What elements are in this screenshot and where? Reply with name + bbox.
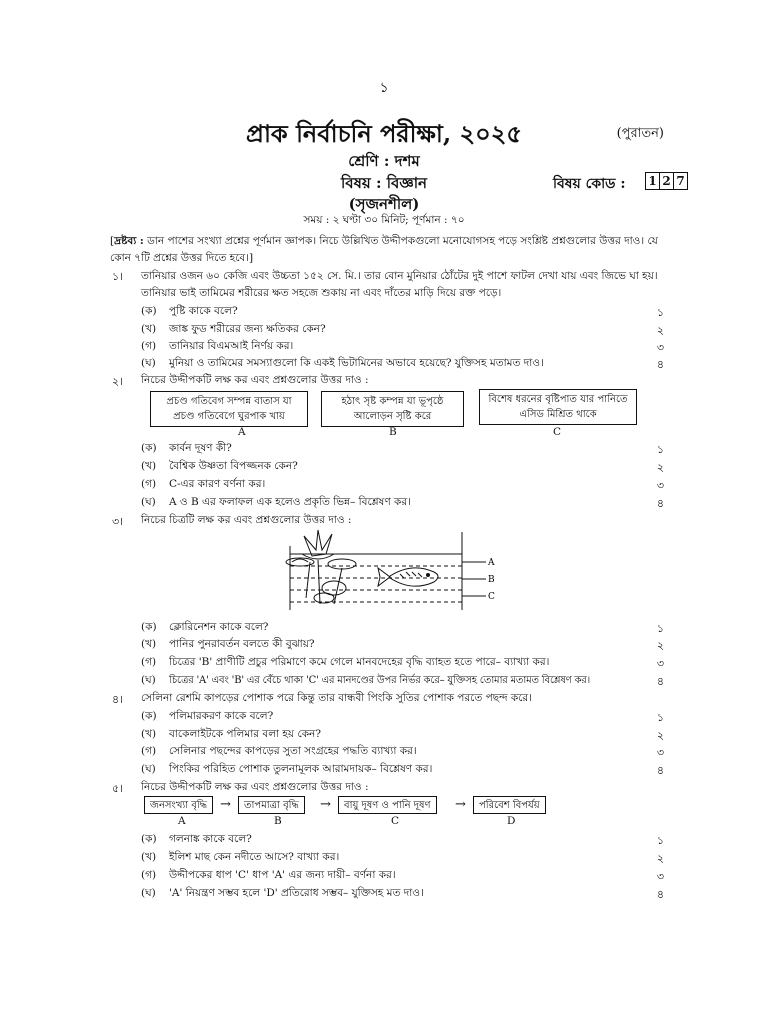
flow-letter-c: C <box>391 815 400 827</box>
question-number: ৫। <box>112 782 124 795</box>
part-mark: ১ <box>656 711 664 724</box>
box-letter-c: C <box>553 426 562 438</box>
figure-label-c: C <box>488 592 495 602</box>
part-label: (খ) <box>141 851 157 863</box>
note-bracket: [ <box>110 235 115 247</box>
flow-box-d: পরিবেশ বিপর্যয় <box>473 796 546 814</box>
subject-line: বিষয় : বিজ্ঞান <box>340 174 428 192</box>
part-label: (গ) <box>141 656 157 668</box>
part-label: (ঘ) <box>141 887 156 899</box>
stimulus-box-b: হঠাৎ সৃষ্ট কম্পন্ন যা ভূপৃষ্ঠে আলোড়ন সৃষ্টি করে <box>321 391 464 427</box>
part-label: (ঘ) <box>141 763 156 775</box>
part-label: (খ) <box>141 323 157 335</box>
part-mark: ৪ <box>656 358 664 371</box>
fish-illustration <box>378 568 438 586</box>
part-text: মুনিয়া ও তামিমের সমস্যাগুলো কি একই ভিটামিনের অভাবে হয়েছে? যুক্তিসহ মতামত দাও। <box>169 357 544 369</box>
part-text: 'A' নিয়ন্ত্রণ সম্ভব হলে 'D' প্রতিরোধ সম্ভব– যুক্তিসহ মত দাও। <box>169 887 424 899</box>
part-text: পলিমারকরণ কাকে বলে? <box>169 710 274 722</box>
box-letter-a: A <box>238 426 246 438</box>
part-text: সেলিনার পছন্দের কাপড়ের সুতা সংগ্রহের পদ্ধতি ব্যাখ্যা কর। <box>169 745 417 757</box>
question-number: ১। <box>112 270 124 283</box>
part-text: বাকেলাইটকে পলিমার বলা হয় কেন? <box>169 728 321 740</box>
version-tag: (পুরাতন) <box>616 126 664 141</box>
code-digit: 7 <box>673 172 688 190</box>
part-mark: ৩ <box>656 341 664 354</box>
part-label: (ক) <box>141 442 157 454</box>
part-mark: ৩ <box>656 870 664 883</box>
part-mark: ৩ <box>656 657 664 670</box>
part-mark: ২ <box>656 461 664 474</box>
part-text: গলনাঙ্ক কাকে বলে? <box>169 833 252 845</box>
part-label: (খ) <box>141 638 157 650</box>
part-mark: ৪ <box>656 497 664 510</box>
figure-label-a: A <box>488 558 495 568</box>
box-letter-b: B <box>389 426 397 438</box>
part-text: উদ্দীপকের ধাপ 'C' ধাপ 'A' এর জন্য দায়ী– বর্ণনা কর। <box>169 869 396 881</box>
part-text: তানিয়ার বিএমআই নির্ণয় কর। <box>169 340 294 352</box>
part-mark: ৪ <box>656 764 664 777</box>
lotus-plant-illustration <box>286 530 356 604</box>
part-mark: ৪ <box>656 888 664 901</box>
part-text: পিংকির পরিহিত পোশাক তুলনামূলক আরামদায়ক– বিশ্লেষণ কর। <box>169 763 433 775</box>
part-label: (গ) <box>141 478 157 490</box>
part-label: (ঘ) <box>141 674 156 686</box>
part-label: (ক) <box>141 621 157 633</box>
part-text: A ও B এর ফলাফল এক হলেও প্রকৃতি ভিন্ন– বিশ্লেষণ কর। <box>169 496 411 508</box>
flow-box-b: তাপমাত্রা বৃদ্ধি <box>238 796 305 814</box>
part-text: পুষ্টি কাকে বলে? <box>169 305 238 317</box>
page-number: ১ <box>379 80 389 96</box>
part-label: (ঘ) <box>141 357 156 369</box>
part-mark: ২ <box>656 852 664 865</box>
question-number: ৩। <box>112 515 124 528</box>
question-number: ৪। <box>112 693 124 706</box>
question-stem: সেলিনা রেশমি কাপড়ের পোশাক পরে কিন্তু তার বান্ধবী পিংকি সুতির পোশাক পরতে পছন্দ করে। <box>141 692 532 704</box>
part-text: ইলিশ মাছ কেন নদীতে আসে? বাখ্যা কর। <box>169 851 340 863</box>
flow-letter-a: A <box>178 815 186 827</box>
question-stem: তানিয়ার ওজন ৬০ কেজি এবং উচ্চতা ১৫২ সে. মি.। তার বোন মুনিয়ার ঠোঁটের দুই পাশে ফাটল দেখা যায় এবং জিভে ঘা হয়। তানিয়ার ভাই তামিমের শরীরের ক্ষত সহজে শুকায় না এবং দাঁতের মাড়ি দিয়ে রক্ত পড়ে। <box>141 270 658 299</box>
flow-box-a: জনসংখ্যা বৃদ্ধি <box>144 796 213 814</box>
flow-arrow: → <box>220 797 231 812</box>
part-label: (ক) <box>141 710 157 722</box>
part-text: চিত্রের 'B' প্রাণীটি প্রচুর পরিমাণে কমে গেলে মানবদেহের বৃদ্ধি ব্যাহত হতে পারে– ব্যাখ্যা কর। <box>169 656 550 668</box>
part-text: ক্লোরিনেশন কাকে বলে? <box>169 621 269 633</box>
part-mark: ৩ <box>656 746 664 759</box>
subject-code-boxes <box>646 172 688 190</box>
question-stem: নিচের উদ্দীপকটি লক্ষ কর এবং প্রশ্নগুলোর উত্তর দাও : <box>141 374 369 386</box>
part-mark: ১ <box>656 834 664 847</box>
part-label: (খ) <box>141 728 157 740</box>
time-and-marks: সময় : ২ ঘণ্টা ৩০ মিনিট; পূর্ণমান : ৭০ <box>303 214 465 226</box>
flow-letter-d: D <box>507 815 516 827</box>
part-text: জাঙ্ক ফুড শরীরের জন্য ক্ষতিকর কেন? <box>169 323 326 335</box>
code-digit: 2 <box>659 172 674 190</box>
exam-type: (সৃজনশীল) <box>348 195 420 213</box>
subject-code-label: বিষয় কোড : <box>553 176 626 192</box>
flow-arrow: → <box>320 797 331 812</box>
part-text: বৈশ্বিক উষ্ণতা বিপজ্জনক কেন? <box>169 460 298 472</box>
flow-box-c: বায়ু দূষণ ও পানি দূষণ <box>338 796 437 814</box>
exam-title: প্রাক নির্বাচনি পরীক্ষা, ২০২৫ <box>246 119 522 148</box>
part-label: (ঘ) <box>141 496 156 508</box>
question-stem: নিচের উদ্দীপকটি লক্ষ কর এবং প্রশ্নগুলোর উত্তর দাও : <box>141 781 369 793</box>
question-stem: নিচের চিত্রটি লক্ষ কর এবং প্রশ্নগুলোর উত্তর দাও : <box>141 514 352 526</box>
pond-figure <box>282 526 502 616</box>
code-digit: 1 <box>645 172 660 190</box>
part-text: C-এর কারণ বর্ণনা কর। <box>169 478 266 490</box>
part-label: (গ) <box>141 340 157 352</box>
flow-arrow: → <box>455 797 466 812</box>
flow-letter-b: B <box>274 815 282 827</box>
instruction-note <box>110 233 670 267</box>
class-line: শ্রেণি : দশম <box>348 152 420 170</box>
question-number: ২। <box>112 375 124 388</box>
part-mark: ১ <box>656 622 664 635</box>
part-mark: ১ <box>656 306 664 319</box>
part-mark: ৪ <box>656 675 664 688</box>
part-mark: ২ <box>656 729 664 742</box>
note-label: দ্রষ্টব্য : <box>114 235 144 247</box>
part-text: পানির পুনরাবর্তন বলতে কী বুঝায়? <box>169 638 315 650</box>
figure-label-b: B <box>488 575 495 585</box>
stimulus-box-a: প্রচণ্ড গতিবেগ সম্পন্ন বাতাস যা প্রচণ্ড গতিবেগে ঘুরপাক খায় <box>150 391 308 427</box>
part-mark: ২ <box>656 639 664 652</box>
part-text: কার্বন দূষণ কী? <box>169 442 232 454</box>
part-text: চিত্রের 'A' এবং 'B' এর বেঁচে থাকা 'C' এর মানদণ্ডের উপর নির্ভর করে– যুক্তিসহ তোমার মতামত বিশ্লেষণ কর। <box>169 675 590 686</box>
part-label: (খ) <box>141 460 157 472</box>
part-label: (গ) <box>141 869 157 881</box>
part-mark: ২ <box>656 324 664 337</box>
note-text: ডান পাশের সংখ্যা প্রশ্নের পূর্ণমান জ্ঞাপক। নিচে উল্লিখিত উদ্দীপকগুলো মনোযোগসহ পড়ে সংশ্লিষ্ট প্রশ্নগুলোর উত্তর দাও। যে কোন ৭টি প্রশ্নের উত্তর দিতে হবে।] <box>110 235 658 264</box>
part-label: (ক) <box>141 305 157 317</box>
part-label: (গ) <box>141 745 157 757</box>
part-label: (ক) <box>141 833 157 845</box>
stimulus-box-c: বিশেষ ধরনের বৃষ্টিপাত যার পানিতে এসিড মিশ্রিত থাকে <box>479 389 637 425</box>
part-mark: ১ <box>656 443 664 456</box>
part-mark: ৩ <box>656 479 664 492</box>
